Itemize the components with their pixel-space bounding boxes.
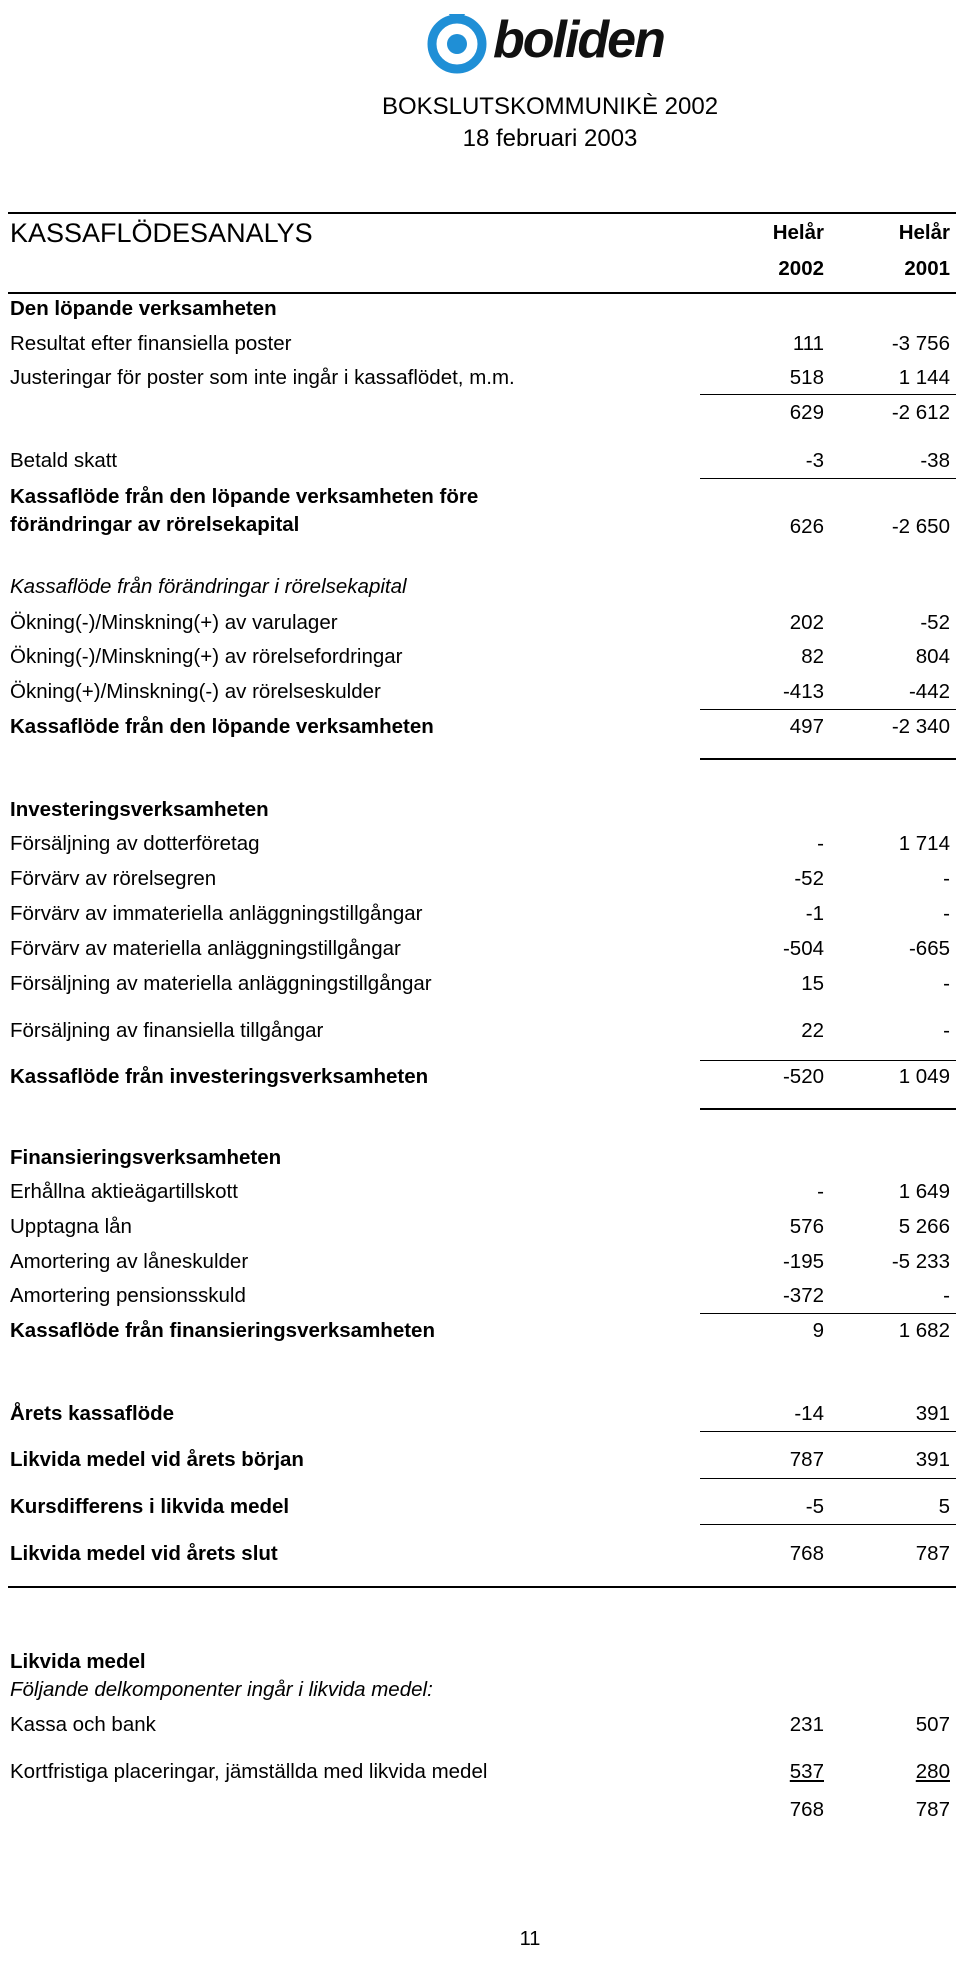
column-header-2001-year: 2001: [904, 257, 950, 280]
section-heading-investing: Investeringsverksamheten: [10, 798, 269, 821]
row-label: Erhållna aktieägartillskott: [10, 1180, 238, 1203]
total-rule: [700, 758, 956, 760]
liquid-total-2001: 787: [915, 1798, 950, 1821]
summary-rule: [700, 1524, 956, 1525]
summary-label: Likvida medel vid årets början: [10, 1448, 304, 1471]
row-value-2002: -372: [782, 1284, 824, 1307]
column-header-2002-year: 2002: [778, 257, 824, 280]
row-value-2001: -2 650: [891, 515, 950, 538]
summary-label: Årets kassaflöde: [10, 1402, 175, 1425]
subtotal-rule: [700, 1313, 956, 1314]
row-value-2001: -: [943, 1284, 950, 1307]
total-value-2001: 1 682: [898, 1319, 950, 1342]
page-number: 11: [519, 1928, 541, 1950]
subtotal-value-2002: 629: [789, 401, 824, 424]
row-value-2001: 507: [915, 1713, 950, 1736]
row-value-2002: 15: [801, 972, 824, 995]
row-value-2002: -: [817, 832, 824, 855]
header-rule: [8, 292, 956, 294]
liquid-total-2002: 768: [789, 1798, 824, 1821]
row-value-2002: 576: [789, 1215, 824, 1238]
row-value-2001: -: [943, 867, 950, 890]
row-label: Förvärv av immateriella anläggningstillgångar: [10, 902, 423, 925]
subtotal-rule: [700, 1060, 956, 1061]
table-title: KASSAFLÖDESANALYS: [10, 218, 313, 248]
total-label: Kassaflöde från investeringsverksamheten: [10, 1065, 429, 1088]
summary-label: Kursdifferens i likvida medel: [10, 1495, 290, 1518]
summary-value-2001: 5: [938, 1495, 950, 1518]
row-value-2002: -504: [782, 937, 824, 960]
summary-value-2001: 391: [915, 1402, 950, 1425]
total-value-2002: 497: [789, 715, 824, 738]
row-value-2002: -1: [805, 902, 824, 925]
row-label: Kortfristiga placeringar, jämställda med likvida medel: [10, 1760, 488, 1783]
row-label: Kassa och bank: [10, 1713, 156, 1736]
subtotal-rule: [700, 394, 956, 395]
row-value-2001: -665: [908, 937, 950, 960]
summary-value-2002: -5: [805, 1495, 824, 1518]
row-value-2002: 518: [789, 366, 824, 389]
section-subheading-working-capital: Kassaflöde från förändringar i rörelsekapital: [10, 575, 407, 598]
subtotal-rule: [700, 709, 956, 710]
row-value-2002: 626: [789, 515, 824, 538]
summary-value-2002: -14: [794, 1402, 824, 1425]
summary-label: Likvida medel vid årets slut: [10, 1542, 278, 1565]
subtotal-rule: [700, 478, 956, 479]
brand-name: boliden: [493, 11, 664, 69]
row-label: Försäljning av dotterföretag: [10, 832, 260, 855]
summary-value-2002: 787: [789, 1448, 824, 1471]
total-label: Kassaflöde från finansieringsverksamheten: [10, 1319, 435, 1342]
row-value-2001: 5 266: [898, 1215, 950, 1238]
row-value-2001: -: [943, 902, 950, 925]
row-value-2001: -442: [908, 680, 950, 703]
row-label: Amortering av låneskulder: [10, 1250, 249, 1273]
row-value-2002: -: [817, 1180, 824, 1203]
row-label: Förvärv av materiella anläggningstillgångar: [10, 937, 401, 960]
total-value-2001: 1 049: [898, 1065, 950, 1088]
total-rule: [700, 1108, 956, 1110]
row-label: Ökning(+)/Minskning(-) av rörelseskulder: [10, 680, 381, 703]
row-label: Betald skatt: [10, 449, 118, 472]
total-value-2001: -2 340: [891, 715, 950, 738]
row-value-2001: 1 714: [898, 832, 950, 855]
table-top-rule: [8, 212, 956, 214]
row-value-2001: 280: [915, 1760, 950, 1783]
row-value-2002: 22: [801, 1019, 824, 1042]
total-value-2002: 9: [812, 1319, 824, 1342]
row-label: Upptagna lån: [10, 1215, 132, 1238]
row-value-2001: -: [943, 972, 950, 995]
row-value-2001: -52: [920, 611, 950, 634]
row-label: Amortering pensionsskuld: [10, 1284, 246, 1307]
row-value-2002: -52: [794, 867, 824, 890]
table-bottom-rule: [8, 1586, 956, 1588]
row-value-2002: -413: [782, 680, 824, 703]
row-label: Ökning(-)/Minskning(+) av rörelsefordringar: [10, 645, 403, 668]
row-value-2002: -195: [782, 1250, 824, 1273]
row-value-2002: 111: [792, 332, 824, 355]
subtotal-label-line1: Kassaflöde från den löpande verksamheten före: [10, 485, 479, 508]
row-value-2001: -: [943, 1019, 950, 1042]
row-value-2001: -3 756: [891, 332, 950, 355]
row-value-2002: 231: [789, 1713, 824, 1736]
section-heading-operating: Den löpande verksamheten: [10, 297, 277, 320]
column-header-2002-label: Helår: [772, 221, 824, 244]
subtotal-label-line2: förändringar av rörelsekapital: [10, 513, 300, 536]
row-label: Resultat efter finansiella poster: [10, 332, 292, 355]
row-value-2002: -3: [805, 449, 824, 472]
total-label: Kassaflöde från den löpande verksamheten: [10, 715, 434, 738]
boliden-logo: [425, 10, 685, 74]
total-value-2002: -520: [782, 1065, 824, 1088]
section-heading-financing: Finansieringsverksamheten: [10, 1146, 282, 1169]
summary-value-2001: 787: [915, 1542, 950, 1565]
row-value-2002: 82: [801, 645, 824, 668]
summary-value-2001: 391: [915, 1448, 950, 1471]
column-header-2001-label: Helår: [898, 221, 950, 244]
row-value-2001: -38: [920, 449, 950, 472]
liquid-heading: Likvida medel: [10, 1650, 146, 1673]
report-title: BOKSLUTSKOMMUNIKÈ 2002: [381, 93, 719, 120]
row-label: Ökning(-)/Minskning(+) av varulager: [10, 611, 338, 634]
row-label: Justeringar för poster som inte ingår i kassaflödet, m.m.: [10, 366, 515, 389]
row-label: Förvärv av rörelsegren: [10, 867, 217, 890]
summary-rule: [700, 1478, 956, 1479]
row-value-2001: 1 144: [898, 366, 950, 389]
summary-value-2002: 768: [789, 1542, 824, 1565]
row-value-2002: 537: [789, 1760, 824, 1783]
row-label: Försäljning av finansiella tillgångar: [10, 1019, 324, 1042]
subtotal-value-2001: -2 612: [891, 401, 950, 424]
row-value-2002: 202: [789, 611, 824, 634]
boliden-logo-icon: [425, 10, 489, 74]
row-value-2001: 804: [915, 645, 950, 668]
row-label: Försäljning av materiella anläggningstillgångar: [10, 972, 432, 995]
row-value-2001: 1 649: [898, 1180, 950, 1203]
row-value-2001: -5 233: [891, 1250, 950, 1273]
summary-rule: [700, 1431, 956, 1432]
report-date: 18 februari 2003: [462, 125, 638, 152]
liquid-subheading: Följande delkomponenter ingår i likvida medel:: [10, 1678, 433, 1701]
